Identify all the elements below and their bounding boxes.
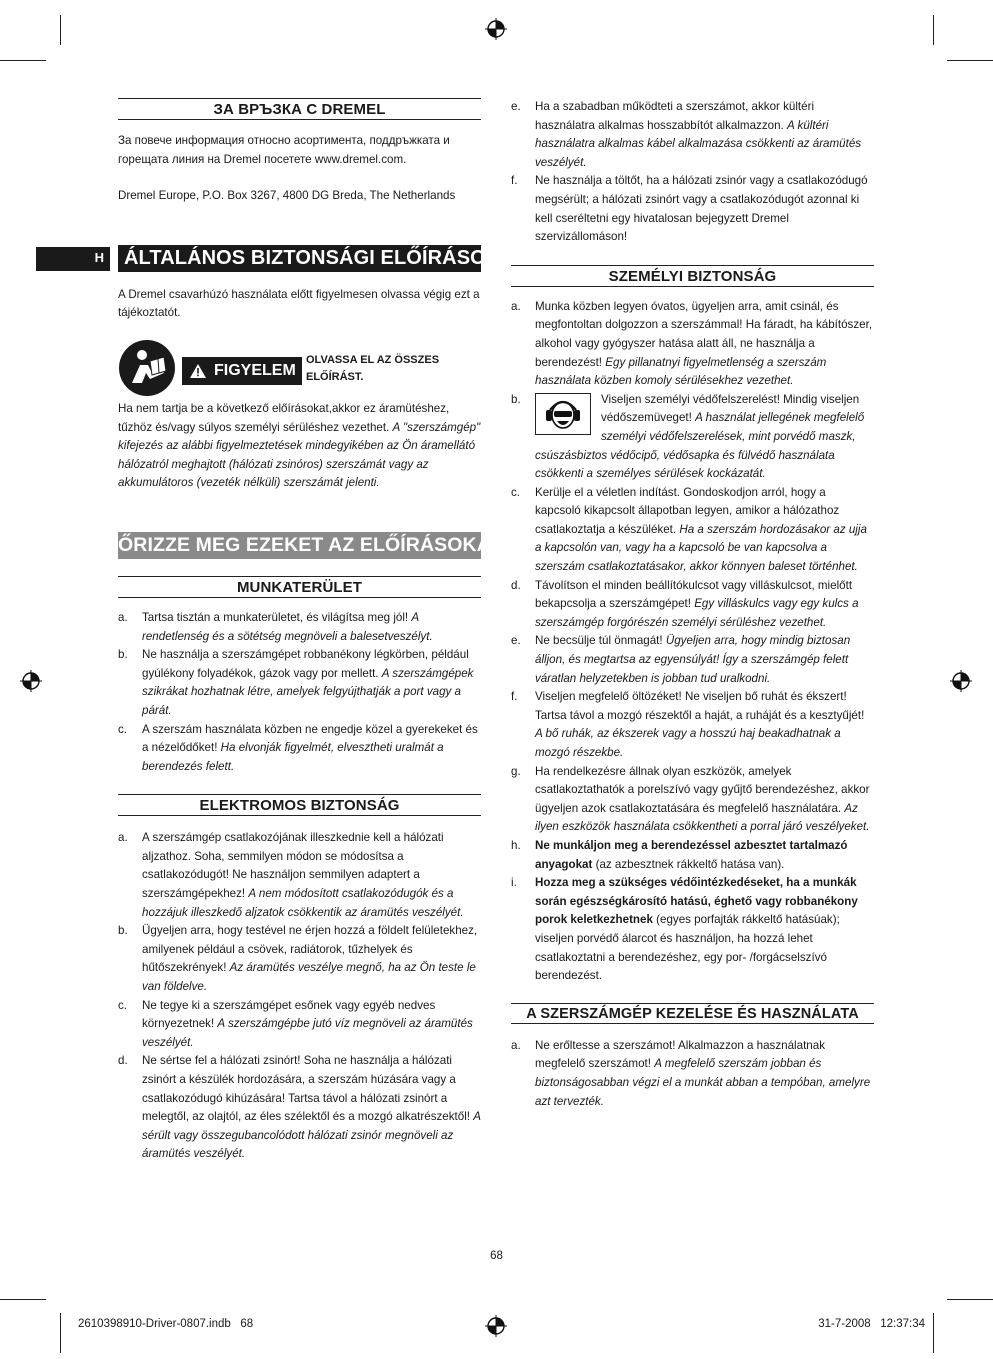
left-column	[118, 98, 502, 1164]
list-item	[118, 997, 481, 1053]
list-text: Ne sértse fel a hálózati zsinórt! Soha ne használja a hálózati zsinórt a készülék hordozására, a szerszám húzására vagy a csatlakozódugó kihúzására! Tartsa távol a hálózati zsinórt a melegtől, az olajtól, az éles szélektől és a mozgó alkatrészektől!	[142, 1054, 471, 1124]
bg-address-text: Dremel Europe, P.O. Box 3267, 4800 DG Breda, The Netherlands	[118, 189, 456, 203]
list-text: A szerszám használata közben ne engedje közel a gyerekeket és a nézelődőket!	[142, 722, 478, 755]
list-letter: f.	[511, 690, 518, 704]
list-text: Ha a szabadban működteti a szerszámot, akkor kültéri használatra alkalmas hosszabbítót alkalmazzon.	[535, 100, 815, 132]
list-letter: a.	[511, 299, 521, 313]
list-item	[511, 391, 874, 484]
electrical-list	[118, 829, 481, 1164]
list-item	[511, 688, 874, 762]
list-text-italic: Ügyeljen arra, hogy mindig biztosan álljon, és megtartsa az egyensúlyát! Így a szerszámgép felett váratlan helyzetekben is jobban tud uralkodni.	[535, 634, 851, 685]
list-text-italic: Ha a szerszám hordozásakor az ujja a kapcsolón van, vagy ha a kapcsoló be van kapcsolva a szerszám csatlakoztatásakor, akkor könnyen baleset történhet.	[535, 522, 867, 574]
list-item: h. Ne munkáljon meg a berendezéssel azbesztet tartalmazó anyagokat (az azbesztnek rákkeltő hatása van).	[511, 838, 848, 871]
list-text: Ne becsülje túl önmagát!	[535, 634, 663, 648]
list-item	[118, 829, 481, 922]
page-number: 68	[490, 1250, 503, 1262]
list-item	[118, 609, 481, 646]
electrical-continued-list	[511, 98, 874, 247]
registration-mark-icon	[20, 670, 42, 692]
warning-text: Ha nem tartja be a következő előírásokat,akkor ez áramütéshez, tűzhöz és/vagy súlyos személyi sérüléshez vezethet. A "szerszámgép" kifejezés az alábbi figyelmeztetések mindegyikében az Ön áramellátó hálózatról meghajtott (hálózati zsinóros) szerszámát vagy az akkumulátoros (vezeték nélküli) szerszámát jelenti.	[118, 401, 481, 490]
crop-mark	[0, 60, 46, 61]
warning-triangle-icon	[190, 364, 206, 378]
general-safety-heading: ÁLTALÁNOS BIZTONSÁGI ELŐÍRÁSOK	[124, 246, 501, 269]
list-text-italic: Az ilyen eszközök használata csökkentheti a porral járó veszélyeket.	[535, 801, 870, 834]
warning-note: OLVASSA EL AZ ÖSSZES ELŐÍRÁST.	[306, 353, 440, 383]
crop-mark	[947, 1299, 993, 1300]
crop-mark	[933, 15, 934, 45]
list-letter: a.	[118, 610, 128, 624]
list-text: Ne használja a töltőt, ha a hálózati zsinór vagy a csatlakozódugó megsérült; a hálózati zsinórt vagy a csatlakozódugót azonnal ki kell cseréltetni egy hivatalosan bejegyzett Dremel szervizállomáson!	[535, 174, 868, 244]
right-column	[511, 98, 874, 1111]
tool-use-heading: A SZERSZÁMGÉP KEZELÉSE ÉS HASZNÁLATA	[511, 1003, 874, 1024]
protective-gear-icon	[535, 393, 591, 435]
list-item	[118, 646, 481, 720]
list-text-italic: A rendetlenség és a sötétség megnöveli a balesetveszélyt.	[142, 610, 433, 643]
keep-instructions-heading: ŐRIZZE MEG EZEKET AZ ELŐÍRÁSOKAT	[118, 533, 502, 556]
list-letter: d.	[511, 578, 521, 592]
list-item	[511, 298, 874, 391]
list-text: Viseljen személyi védőfelszerelést! Mindig viseljen védőszemüveget!	[601, 392, 860, 425]
list-item	[118, 721, 481, 777]
registration-mark-icon	[950, 670, 972, 692]
intro-text: A Dremel csavarhúzó használata előtt figyelmesen olvassa végig ezt a tájékoztatót.	[118, 287, 480, 320]
list-text: Kerülje el a véletlen indítást. Gondoskodjon arról, hogy a kapcsoló kikapcsolt állapotban legyen, amikor a hálózathoz csatlakoztatja a készüléket.	[535, 485, 840, 536]
list-text: Munka közben legyen óvatos, ügyeljen arra, amit csinál, és megfontoltan dolgozzon a szerszámmal! Ha fáradt, ha kábítószer, alkohol vagy gyógyszer hatása alatt áll, ne használja a berendezést!	[535, 299, 873, 369]
list-letter: e.	[511, 100, 521, 113]
list-text: Ne tegye ki a szerszámgépet esőnek vagy egyéb nedves környezetnek!	[142, 998, 436, 1031]
crop-mark	[0, 1299, 46, 1300]
list-item	[511, 632, 874, 688]
list-item: i. Hozza meg a szükséges védőintézkedéseket, ha a munkák során egészségkárosító hatású, éghető vagy robbanékony porok keletkezhetnek (egyes porfajták rákkeltő hatásúak); viseljen porvédő álarcot és használjon, ha hozzá lehet csatlakoztatni a berendezéshez, egy por- /forgácselszívó berendezést.	[511, 876, 858, 983]
list-letter: b.	[118, 924, 128, 938]
warning-label: FIGYELEM	[214, 361, 296, 379]
list-letter: b.	[118, 648, 128, 662]
personal-safety-heading: SZEMÉLYI BIZTONSÁG	[511, 265, 874, 287]
list-item	[511, 172, 874, 246]
list-text-italic: A megfelelő szerszám jobban és biztonságosabban végzi el a munkát abban a tempóban, amelyre azt tervezték.	[535, 1057, 871, 1108]
list-item	[511, 98, 874, 172]
work-area-heading: MUNKATERÜLET	[118, 576, 481, 598]
warning-block	[118, 339, 481, 397]
list-text-italic: A használat jellegének megfelelő személyi védőfelszerelések, mint porvédő maszk, csúszásbiztos védőcipő, védősapka és fülvédő használata csökkenti a személyes sérülések kockázatát.	[535, 411, 865, 481]
list-text: Ne használja a szerszámgépet robbanékony légkörben, például gyúlékony folyadékok, gázok vagy por mellett.	[142, 648, 469, 680]
crop-mark	[60, 1313, 61, 1353]
electrical-heading: ELEKTROMOS BIZTONSÁG	[118, 794, 481, 816]
list-text: Távolítson el minden beállítókulcsot vagy villáskulcsot, mielőtt bekapcsolja a szerszámgépet!	[535, 578, 853, 611]
work-area-list	[118, 609, 481, 776]
list-letter: a.	[511, 1038, 521, 1052]
list-text-italic: Ha elvonják figyelmét, elvesztheti uralmát a berendezés felett.	[142, 741, 444, 773]
list-letter: g.	[511, 764, 521, 778]
list-text-italic: A szerszámgépek szikrákat hozhatnak létre, amelyek felgyújthatják a port vagy a párát.	[142, 666, 474, 717]
list-letter: f.	[511, 174, 518, 188]
general-safety-heading-bar	[118, 245, 501, 272]
crop-mark	[933, 1313, 934, 1353]
registration-mark-icon	[485, 1315, 507, 1337]
list-text-italic: A bő ruhák, az ékszerek vagy a hosszú haj beakadhatnak a mozgó részekbe.	[535, 727, 841, 759]
list-letter: b.	[511, 392, 521, 406]
list-letter: c.	[511, 485, 521, 499]
list-item	[511, 484, 874, 577]
list-text: Ne erőltesse a szerszámot! Alkalmazzon a használatnak megfelelő szerszámot!	[535, 1038, 825, 1071]
footer-datetime: 31-7-2008 12:37:34	[818, 1318, 925, 1330]
crop-mark	[947, 60, 993, 61]
language-tab-label: H	[94, 250, 104, 265]
list-text-italic: A sérült vagy összegubancolódott hálózati zsinór megnöveli az áramütés veszélyét.	[142, 1110, 481, 1161]
list-letter: e.	[511, 634, 521, 648]
list-text: Viseljen megfelelő öltözéket! Ne viseljen bő ruhát és ékszert! Tartsa távol a mozgó részektől a haját, a ruháját és a kesztyűjét!	[535, 690, 865, 722]
list-letter: d.	[118, 1054, 128, 1068]
list-letter: a.	[118, 831, 128, 845]
list-item	[511, 577, 874, 633]
list-text-italic: A nem módosított csatlakozódugók és a hozzájuk illeszkedő aljzatok csökkentik az áramütés veszélyét.	[142, 887, 464, 919]
list-letter: c.	[118, 998, 128, 1012]
footer-file: 2610398910-Driver-0807.indb 68	[78, 1318, 254, 1330]
list-item	[118, 922, 481, 996]
keep-instructions-heading-bar	[118, 532, 502, 559]
list-item	[118, 1052, 481, 1164]
registration-mark-icon	[485, 18, 507, 40]
tool-use-list	[511, 1037, 874, 1111]
crop-mark	[60, 15, 61, 45]
list-letter: c.	[118, 722, 128, 736]
list-text-italic: A kültéri használatra alkalmas kábel alkalmazása csökkenti az áramütés veszélyét.	[535, 118, 862, 169]
list-text: Ügyeljen arra, hogy testével ne érjen hozzá a földelt felületekhez, amilyenek például a csövek, radiátorok, tűzhelyek és hűtőszekrények!	[142, 924, 478, 975]
list-item	[511, 1037, 874, 1111]
list-text: Ha rendelkezésre állnak olyan eszközök, amelyek csatlakoztathatók a porelszívó vagy gyűjtő berendezéshez, akkor ügyeljen azok csatlakoztatására és megfelelő használatára.	[535, 764, 870, 815]
language-tab	[36, 247, 110, 271]
bg-contact-heading: ЗА ВРЪЗКА С DREMEL	[118, 98, 481, 120]
list-item	[511, 763, 874, 837]
list-text: A szerszámgép csatlakozójának illeszkednie kell a hálózati aljzathoz. Soha, semmilyen módon se módosítsa a csatlakozódugót! Ne használjon semmilyen adaptert a szerszámgépekhez!	[142, 831, 444, 901]
list-text-italic: A szerszámgépbe jutó víz megnöveli az áramütés veszélyét.	[142, 1017, 473, 1049]
bg-contact-text: За повече информация относно асортимента, поддръжката и горещата линия на Dremel посетете www.dremel.com.	[118, 134, 450, 166]
personal-safety-list	[511, 298, 874, 837]
list-text-italic: Egy villáskulcs vagy egy kulcs a szerszámgép forgórészén személyi sérüléshez vezethet.	[535, 597, 859, 629]
list-text-italic: Az áramütés veszélye megnő, ha az Ön teste le van földelve.	[142, 961, 476, 994]
list-text-italic: Egy pillanatnyi figyelmetlenség a szerszám használata közben komoly sérülésekhez vezethet.	[535, 355, 827, 388]
read-manual-icon	[118, 339, 176, 397]
warning-badge	[182, 357, 302, 385]
list-text: Tartsa tisztán a munkaterületet, és világítsa meg jól!	[142, 610, 409, 624]
